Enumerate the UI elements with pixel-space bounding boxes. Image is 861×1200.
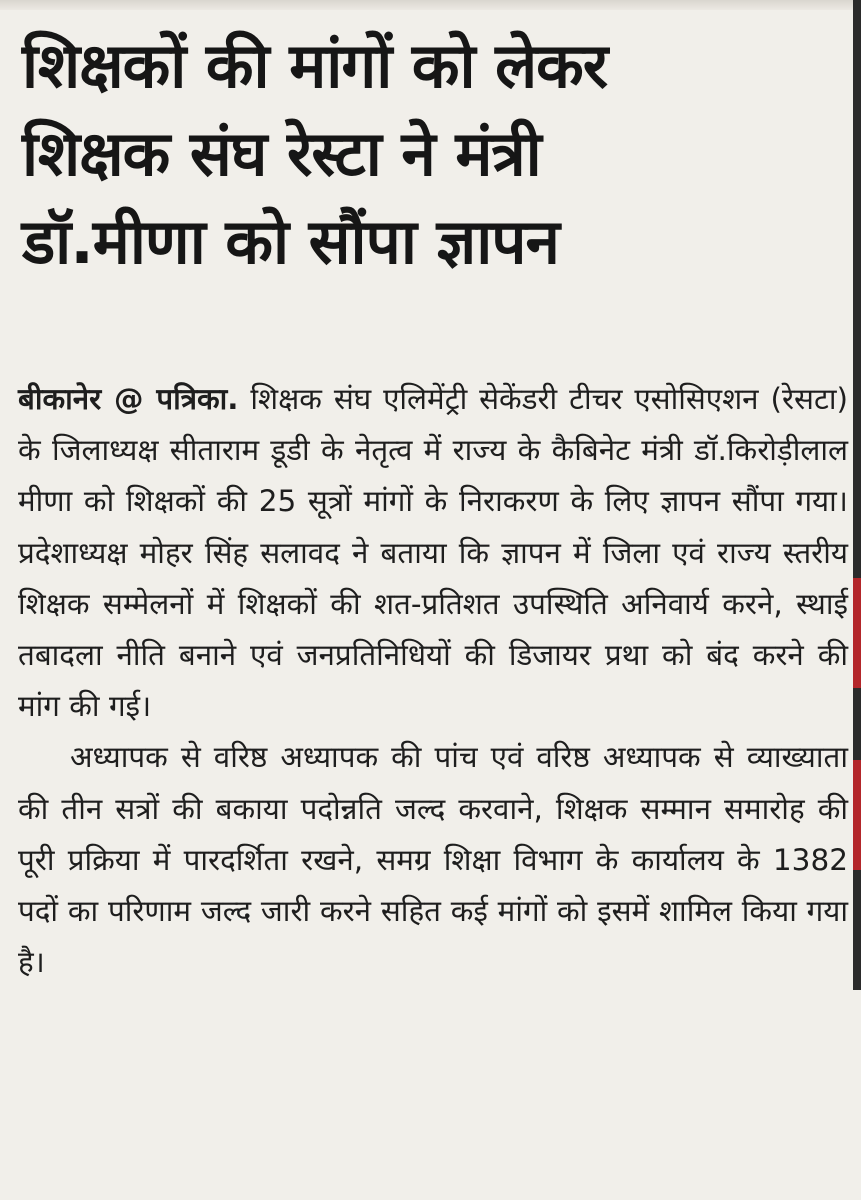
dateline: बीकानेर @ पत्रिका. xyxy=(18,382,239,416)
article-body xyxy=(18,374,848,988)
edge-accent-mark xyxy=(853,760,861,870)
adjacent-column-edge xyxy=(853,0,861,1200)
headline-line-2: शिक्षक संघ रेस्टा ने मंत्री xyxy=(22,117,541,190)
article-paragraph-2 xyxy=(18,732,848,988)
edge-accent-mark xyxy=(853,578,861,688)
page-top-strip xyxy=(0,0,861,10)
paragraph-1-text: शिक्षक संघ एलिमेंट्री सेकेंडरी टीचर एसोसिएशन (रेसटा) के जिलाध्यक्ष सीताराम डूडी के नेतृत्व में राज्य के कैबिनेट मंत्री डॉ.किरोड़ीलाल मीणा को शिक्षकों की 25 सूत्रों मांगों के निराकरण के लिए ज्ञापन सौंपा गया। प्रदेशाध्यक्ष मोहर सिंह सलावद ने बताया कि ज्ञापन में जिला एवं राज्य स्तरीय शिक्षक सम्मेलनों में शिक्षकों की शत-प्रतिशत उपस्थिति अनिवार्य करने, स्थाई तबादला नीति बनाने एवं जनप्रतिनिधियों की डिजायर प्रथा को बंद करने की मांग की गई। xyxy=(18,382,848,724)
headline-line-3: डॉ.मीणा को सौंपा ज्ञापन xyxy=(22,205,559,278)
edge-gap xyxy=(853,990,861,1200)
article-paragraph-1 xyxy=(18,374,848,732)
paragraph-2-text: अध्यापक से वरिष्ठ अध्यापक की पांच एवं वरिष्ठ अध्यापक से व्याख्याता की तीन सत्रों की बकाया पदोन्नति जल्द करवाने, शिक्षक सम्मान समारोह की पूरी प्रक्रिया में पारदर्शिता रखने, समग्र शिक्षा विभाग के कार्यालय के 1382 पदों का परिणाम जल्द जारी करने सहित कई मांगों को इसमें शामिल किया गया है। xyxy=(18,740,848,980)
headline xyxy=(22,22,842,286)
headline-line-1: शिक्षकों की मांगों को लेकर xyxy=(22,29,608,102)
